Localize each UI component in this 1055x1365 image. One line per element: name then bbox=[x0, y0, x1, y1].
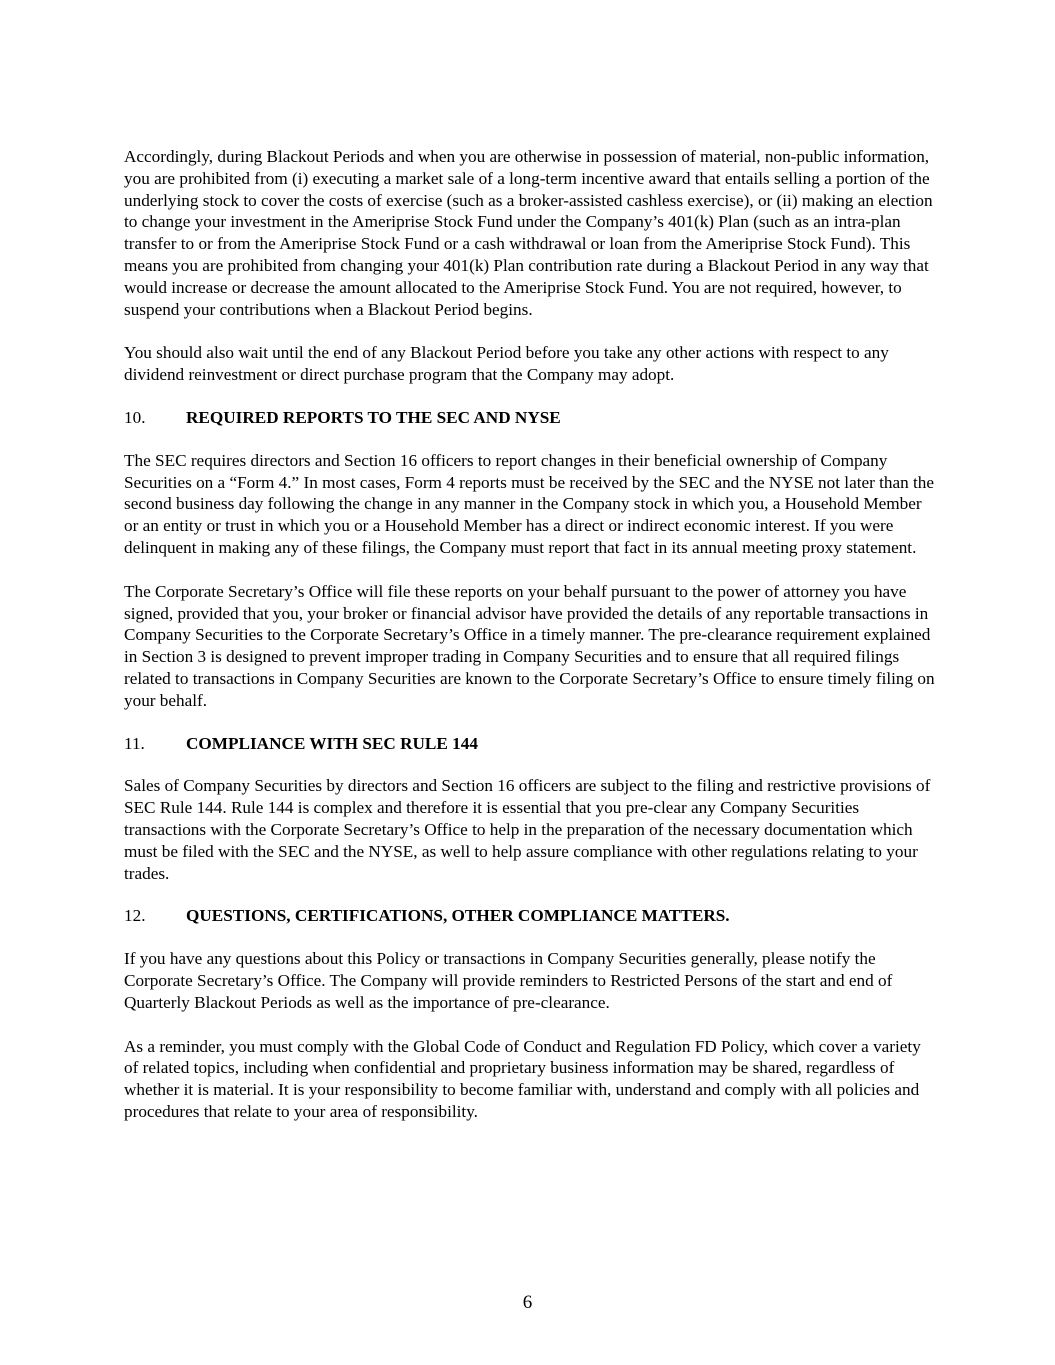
page-number: 6 bbox=[522, 1292, 533, 1313]
paragraph-section-10-a: The SEC requires directors and Section 16 officers to report changes in their beneficial ownership of Company Securities on a “Form 4.” In most cases, Form 4 reports must be received by the SEC and the NYSE not later than the second business day following the change in any manner in the Company stock in which you, a Household Member or an entity or trust in which you or a Household Member has a direct or indirect economic interest. If you were delinquent in making any of these filings, the Company must report that fact in its annual meeting proxy statement. bbox=[124, 450, 935, 557]
paragraph-dividend-reinvestment: You should also wait until the end of any Blackout Period before you take any other actions with respect to any dividend reinvestment or direct purchase program that the Company may adopt. bbox=[124, 343, 889, 385]
section-title: QUESTIONS, CERTIFICATIONS, OTHER COMPLIANCE MATTERS. bbox=[186, 906, 730, 926]
paragraph-section-12-a: If you have any questions about this Policy or transactions in Company Securities generally, please notify the Corporate Secretary’s Office. The Company will provide reminders to Restricted Persons of the start and end of Quarterly Blackout Periods as well as the importance of pre-clearance. bbox=[124, 949, 893, 1012]
paragraph-section-10-b: The Corporate Secretary’s Office will file these reports on your behalf pursuant to the power of attorney you have signed, provided that you, your broker or financial advisor have provided the details of any reportable transactions in Company Securities to the Corporate Secretary’s Office in a timely manner. The pre-clearance requirement explained in Section 3 is designed to prevent improper trading in Company Securities and to ensure that all required filings related to transactions in Company Securities are known to the Corporate Secretary’s Office to ensure timely filing on your behalf. bbox=[124, 581, 935, 710]
section-heading-11 bbox=[124, 733, 939, 755]
section-title: COMPLIANCE WITH SEC RULE 144 bbox=[186, 733, 478, 753]
section-heading-12 bbox=[124, 905, 939, 927]
section-number: 12. bbox=[124, 906, 146, 926]
section-heading-10 bbox=[124, 407, 939, 429]
document-page bbox=[124, 146, 939, 1123]
section-number: 11. bbox=[124, 733, 145, 753]
paragraph-section-12-b: As a reminder, you must comply with the Global Code of Conduct and Regulation FD Policy, which cover a variety of related topics, including when confidential and proprietary business information may be shared, regardless of whether it is material. It is your responsibility to become familiar with, understand and comply with all policies and procedures that relate to your area of responsibility. bbox=[124, 1036, 921, 1121]
section-number: 10. bbox=[124, 407, 146, 427]
paragraph-blackout-prohibitions: Accordingly, during Blackout Periods and when you are otherwise in possession of material, non-public information, you are prohibited from (i) executing a market sale of a long-term incentive award that entails selling a portion of the underlying stock to cover the costs of exercise (such as a broker-assisted cashless exercise), or (ii) making an election to change your investment in the Ameriprise Stock Fund under the Company’s 401(k) Plan (such as an intra-plan transfer to or from the Ameriprise Stock Fund or a cash withdrawal or loan from the Ameriprise Stock Fund). This means you are prohibited from changing your 401(k) Plan contribution rate during a Blackout Period in any way that would increase or decrease the amount allocated to the Ameriprise Stock Fund. You are not required, however, to suspend your contributions when a Blackout Period begins. bbox=[124, 147, 933, 319]
paragraph-section-11-a: Sales of Company Securities by directors and Section 16 officers are subject to the filing and restrictive provisions of SEC Rule 144. Rule 144 is complex and therefore it is essential that you pre-clear any Company Securities transactions with the Corporate Secretary’s Office to help in the preparation of the necessary documentation which must be filed with the SEC and the NYSE, as well to help assure compliance with other regulations relating to your trades. bbox=[124, 776, 931, 883]
section-title: REQUIRED REPORTS TO THE SEC AND NYSE bbox=[186, 407, 561, 427]
